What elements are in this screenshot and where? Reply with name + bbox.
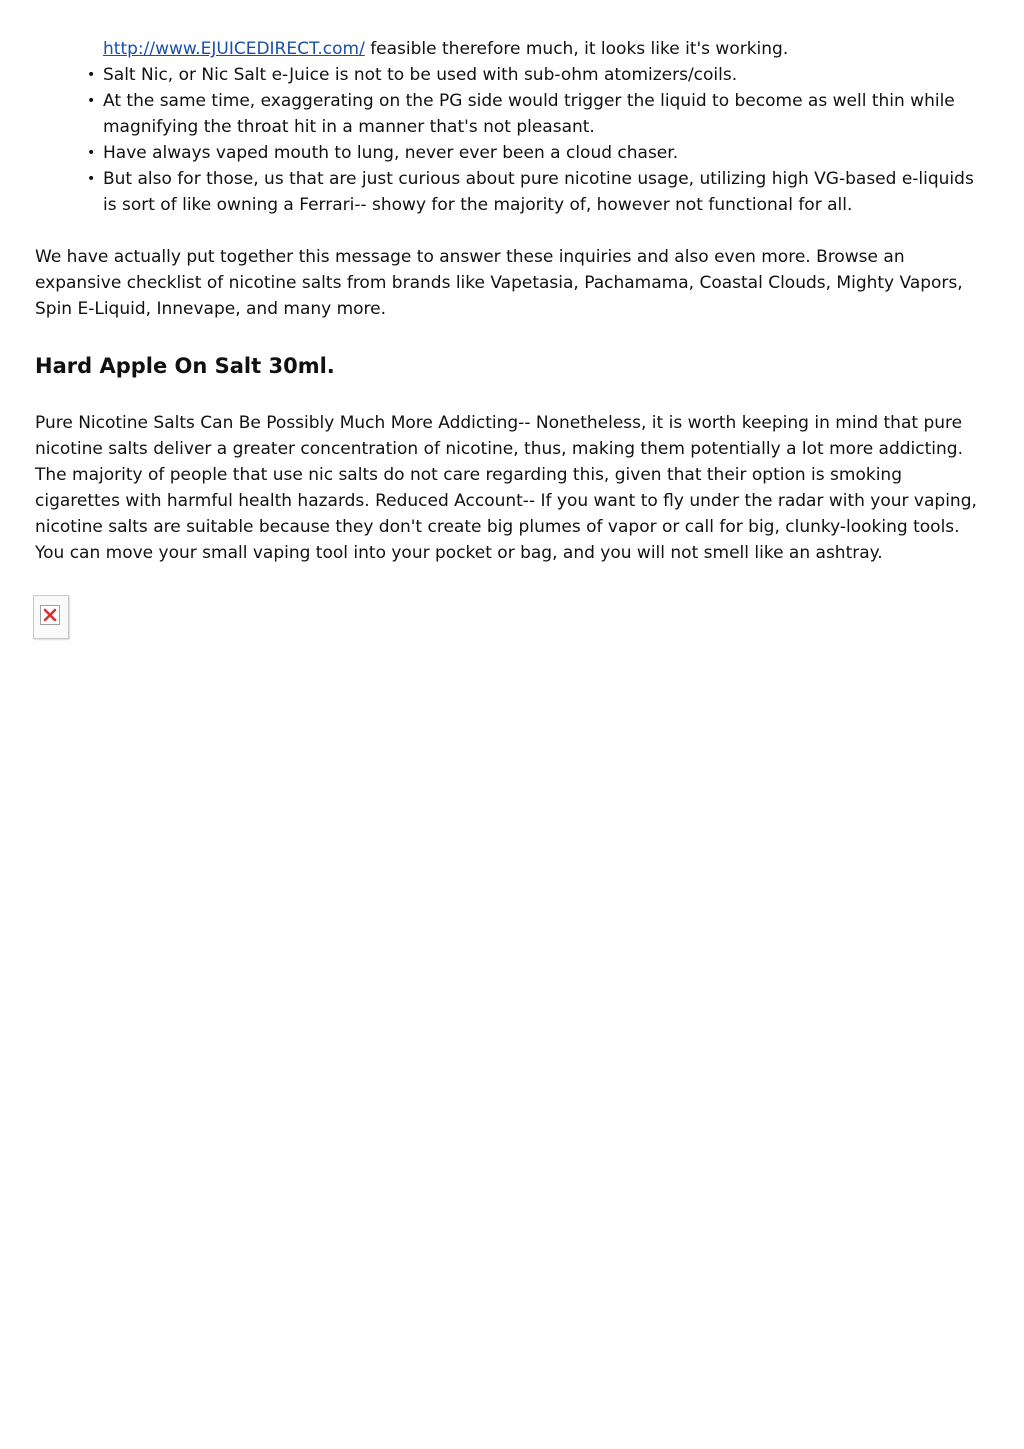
body-paragraph: Pure Nicotine Salts Can Be Possibly Much More Addicting-- Nonetheless, it is worth keeping in mind that pure nicotine salts deliver a greater concentration of nicotine, thus, making them potentially a lot more addicting. The majority of people that use nic salts do not care regarding this, given that their option is smoking cigarettes with harmful health hazards. Reduced Account-- If you want to fly under the radar with your vaping, nicotine salts are suitable because they don't create big plumes of vapor or call for big, clunky-looking tools. You can move your small vaping tool into your pocket or bag, and you will not smell like an ashtray. xyxy=(35,413,977,563)
list-item xyxy=(103,36,985,62)
list-item-text: At the same time, exaggerating on the PG side would trigger the liquid to become as well thin while magnifying the throat hit in a manner that's not pleasant. xyxy=(103,91,955,137)
broken-image-icon xyxy=(40,605,60,625)
list-item xyxy=(103,62,985,88)
list-item xyxy=(103,88,985,140)
bullet-list xyxy=(35,36,985,218)
document-page xyxy=(35,36,985,566)
section-heading: Hard Apple On Salt 30ml. xyxy=(35,354,335,378)
broken-image-placeholder xyxy=(33,595,69,639)
list-item-text: Have always vaped mouth to lung, never ever been a cloud chaser. xyxy=(103,143,679,163)
list-item-text: Salt Nic, or Nic Salt e-Juice is not to be used with sub-ohm atomizers/coils. xyxy=(103,65,738,85)
ejuicedirect-link[interactable]: http://www.EJUICEDIRECT.com/ xyxy=(103,39,365,59)
list-item xyxy=(103,140,985,166)
close-x-icon xyxy=(43,608,57,622)
list-item xyxy=(103,166,985,218)
intro-paragraph: We have actually put together this message to answer these inquiries and also even more. Browse an expansive checklist of nicotine salts from brands like Vapetasia, Pachamama, Coastal Clouds, Mighty Vapors, Spin E-Liquid, Innevape, and many more. xyxy=(35,247,963,319)
list-item-text: But also for those, us that are just curious about pure nicotine usage, utilizing high VG-based e-liquids is sort of like owning a Ferrari-- showy for the majority of, however not functional for all. xyxy=(103,169,974,215)
list-item-text: feasible therefore much, it looks like it's working. xyxy=(364,39,789,59)
